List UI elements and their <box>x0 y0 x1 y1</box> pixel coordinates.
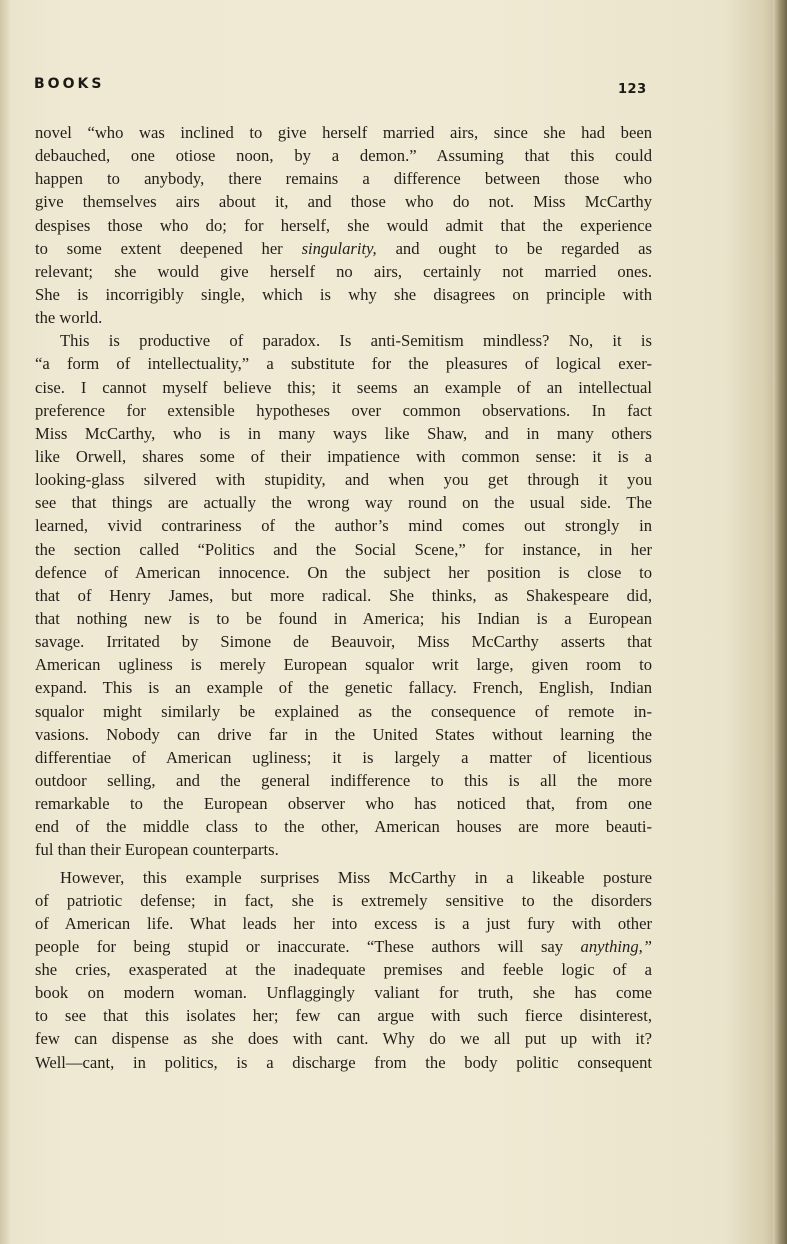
text-segment: debauched, one otiose noon, by a demon.” Assuming that this could <box>35 146 652 166</box>
text-segment: learned, vivid contrariness of the author’s mind comes out strongly in <box>35 516 652 536</box>
text-line <box>35 144 652 167</box>
text-line <box>35 538 652 561</box>
text-line <box>35 190 652 213</box>
text-segment: people for being stupid or inaccurate. “These authors will say <box>35 936 581 956</box>
text-segment: outdoor selling, and the general indifference to this is all the more <box>35 770 652 790</box>
text-line <box>35 746 652 769</box>
text-segment: the world. <box>35 308 103 328</box>
text-segment: she cries, exasperated at the inadequate premises and feeble logic of a <box>35 960 652 980</box>
text-segment: looking-glass silvered with stupidity, and when you get through it you <box>35 470 652 490</box>
body-text <box>35 121 652 1074</box>
text-segment: savage. Irritated by Simone de Beauvoir, Miss McCarthy asserts that <box>35 632 652 652</box>
text-line <box>35 306 652 329</box>
text-line <box>35 376 652 399</box>
text-segment: see that things are actually the wrong way round on the usual side. The <box>35 493 652 513</box>
italic-text: singularity, <box>301 238 377 258</box>
text-line <box>35 468 652 491</box>
text-segment: like Orwell, shares some of their impatience with common sense: it is a <box>35 446 652 466</box>
page-gutter-edge <box>773 0 787 1244</box>
text-segment: expand. This is an example of the genetic fallacy. French, English, Indian <box>35 678 652 698</box>
text-line <box>35 121 652 144</box>
text-line <box>35 329 652 352</box>
text-segment: give themselves airs about it, and those who do not. Miss McCarthy <box>35 192 652 212</box>
text-segment: to see that this isolates her; few can argue with such fierce disinterest, <box>35 1006 652 1026</box>
running-head: BOOKS <box>34 76 105 92</box>
text-line <box>35 1027 652 1050</box>
italic-text: anything,” <box>580 936 652 956</box>
text-segment: few can dispense as she does with cant. Why do we all put up with it? <box>35 1029 652 1049</box>
text-line <box>35 866 652 889</box>
text-line <box>35 167 652 190</box>
text-segment: Well—cant, in politics, is a discharge from the body politic consequent <box>35 1052 652 1072</box>
page-number: 123 <box>618 82 647 97</box>
text-segment: preference for extensible hypotheses over common observations. In fact <box>35 400 652 420</box>
text-segment: despises those who do; for herself, she would admit that the experience <box>35 215 652 235</box>
text-segment: differentiae of American ugliness; it is largely a matter of licentious <box>35 747 652 767</box>
text-line <box>35 935 652 958</box>
text-line <box>35 584 652 607</box>
text-line <box>35 514 652 537</box>
text-segment: that nothing new is to be found in America; his Indian is a European <box>35 608 652 628</box>
text-segment: book on modern woman. Unflaggingly valiant for truth, she has come <box>35 983 652 1003</box>
text-segment: “a form of intellectuality,” a substitute for the pleasures of logical exer- <box>35 354 652 374</box>
text-line <box>35 491 652 514</box>
text-segment: American ugliness is merely European squalor writ large, given room to <box>35 655 652 675</box>
text-line <box>35 237 652 260</box>
text-segment: the section called “Politics and the Social Scene,” for instance, in her <box>35 539 652 559</box>
text-segment: However, this example surprises Miss McCarthy in a likeable posture <box>60 867 652 887</box>
text-line <box>35 815 652 838</box>
text-segment: This is productive of paradox. Is anti-Semitism mindless? No, it is <box>60 331 652 351</box>
text-segment: ful than their European counterparts. <box>35 840 279 860</box>
text-line <box>35 422 652 445</box>
text-segment: happen to anybody, there remains a difference between those who <box>35 169 652 189</box>
text-line <box>35 981 652 1004</box>
text-segment: that of Henry James, but more radical. She thinks, as Shakespeare did, <box>35 585 652 605</box>
text-segment: remarkable to the European observer who has noticed that, from one <box>35 794 652 814</box>
text-line <box>35 214 652 237</box>
text-line <box>35 260 652 283</box>
text-segment: of patriotic defense; in fact, she is extremely sensitive to the disorders <box>35 890 652 910</box>
text-line <box>35 445 652 468</box>
text-line <box>35 352 652 375</box>
text-segment: novel “who was inclined to give herself married airs, since she had been <box>35 123 652 142</box>
text-line <box>35 838 652 861</box>
text-segment: Miss McCarthy, who is in many ways like Shaw, and in many others <box>35 423 652 443</box>
text-segment: relevant; she would give herself no airs, certainly not married ones. <box>35 261 652 281</box>
text-line <box>35 1004 652 1027</box>
text-line <box>35 889 652 912</box>
text-line <box>35 653 652 676</box>
text-segment: She is incorrigibly single, which is why she disagrees on principle with <box>35 284 652 304</box>
text-line <box>35 607 652 630</box>
text-segment: to some extent deepened her <box>35 238 302 258</box>
text-line <box>35 700 652 723</box>
text-line <box>35 792 652 815</box>
text-line <box>35 283 652 306</box>
text-segment: cise. I cannot myself believe this; it seems an example of an intellectual <box>35 377 652 397</box>
text-segment: defence of American innocence. On the subject her position is close to <box>35 562 652 582</box>
text-line <box>35 912 652 935</box>
text-line <box>35 630 652 653</box>
text-line <box>35 769 652 792</box>
text-line <box>35 676 652 699</box>
text-segment: and ought to be regarded as <box>376 238 652 258</box>
text-line <box>35 958 652 981</box>
text-segment: of American life. What leads her into excess is a just fury with other <box>35 913 652 933</box>
page-left-edge <box>0 0 10 1244</box>
text-segment: vasions. Nobody can drive far in the United States without learning the <box>35 724 652 744</box>
text-line <box>35 399 652 422</box>
text-line <box>35 723 652 746</box>
text-segment: squalor might similarly be explained as the consequence of remote in- <box>35 701 652 721</box>
text-segment: end of the middle class to the other, American houses are more beauti- <box>35 817 652 837</box>
text-line <box>35 561 652 584</box>
text-line <box>35 1051 652 1074</box>
